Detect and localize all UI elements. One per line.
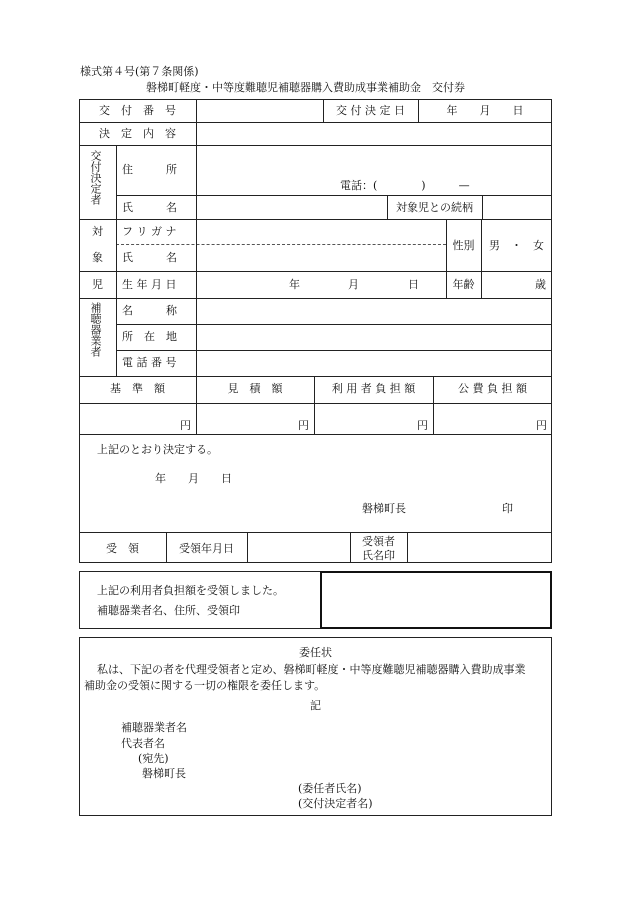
- recipient-name-label: 氏 名: [122, 201, 177, 214]
- age-label: 年齢: [452, 278, 475, 291]
- receipt-line-1: 上記の利用者負担額を受領しました。: [97, 584, 284, 597]
- receipt-line-2: 補聴器業者名、住所、受領印: [97, 604, 240, 617]
- birthdate-year: 年: [289, 278, 300, 291]
- child-label-3: 児: [92, 278, 103, 291]
- form-title: 磐梯町軽度・中等度難聴児補聴器購入費助成事業補助金 交付券: [146, 81, 465, 94]
- seal-mark: 印: [502, 502, 513, 515]
- child-label-1: 対: [92, 225, 103, 238]
- estimate-label: 見 積 額: [227, 382, 283, 395]
- vendor-location-label: 所 在 地: [122, 330, 177, 343]
- proxy-addressee: (宛先): [138, 752, 169, 765]
- birthdate-day: 日: [408, 278, 419, 291]
- gender-label: 性別: [452, 239, 475, 252]
- yen-2: 円: [298, 419, 309, 432]
- receiver-label-1: 受領者: [362, 535, 395, 548]
- decision-date: 年 月 日: [155, 472, 232, 485]
- receipt-label: 受 領: [106, 542, 139, 555]
- vendor-label: 補聴器業者: [89, 302, 102, 357]
- vendor-name-label: 名 称: [122, 304, 177, 317]
- receiver-label-2: 氏名印: [362, 549, 395, 562]
- decision-content-label: 決 定 内 容: [99, 127, 176, 140]
- address-label: 住 所: [122, 163, 177, 176]
- proxy-decision-person: (交付決定者名): [298, 797, 373, 810]
- yen-1: 円: [180, 419, 191, 432]
- yen-3: 円: [417, 419, 428, 432]
- proxy-body-1: 私は、下記の者を代理受領者と定め、磐梯町軽度・中等度難聴児補聴器購入費助成事業: [97, 663, 526, 676]
- mayor-label: 磐梯町長: [362, 502, 406, 515]
- proxy-title: 委任状: [299, 646, 332, 659]
- child-name-label: 氏 名: [122, 251, 177, 264]
- user-burden-label: 利 用 者 負 担 額: [331, 382, 416, 395]
- vendor-phone-label: 電 話 番 号: [122, 356, 177, 369]
- child-label-2: 象: [92, 251, 103, 264]
- standard-amount-label: 基 準 額: [110, 382, 165, 395]
- phone-label: 電話：( ) —: [340, 179, 470, 192]
- age-unit: 歳: [535, 278, 546, 291]
- decision-date-label: 交 付 決 定 日: [336, 104, 405, 117]
- relationship-label: 対象児との続柄: [396, 201, 473, 214]
- birthdate-label: 生 年 月 日: [122, 278, 177, 291]
- furigana-label: フ リ ガ ナ: [122, 225, 177, 238]
- recipient-label: 交付決定者: [89, 150, 102, 205]
- proxy-vendor-name: 補聴器業者名: [121, 721, 187, 734]
- form-number: 様式第４号(第７条関係): [80, 65, 199, 78]
- decision-statement: 上記のとおり決定する。: [97, 443, 218, 456]
- proxy-body-2: 補助金の受領に関する一切の権限を委任します。: [84, 679, 326, 692]
- receipt-date-label: 受領年月日: [179, 542, 234, 555]
- decision-date-value: 年 月 日: [446, 104, 524, 117]
- birthdate-month: 月: [348, 278, 359, 291]
- proxy-representative: 代表者名: [121, 737, 165, 750]
- public-burden-label: 公 費 負 担 額: [458, 382, 527, 395]
- proxy-ki: 記: [310, 699, 321, 712]
- gender-options: 男 ・ 女: [489, 239, 544, 252]
- receipt-seal-area: [320, 571, 552, 629]
- proxy-delegator: (委任者氏名): [298, 782, 362, 795]
- yen-4: 円: [536, 419, 547, 432]
- proxy-mayor: 磐梯町長: [142, 767, 186, 780]
- issue-number-label: 交 付 番 号: [99, 104, 176, 117]
